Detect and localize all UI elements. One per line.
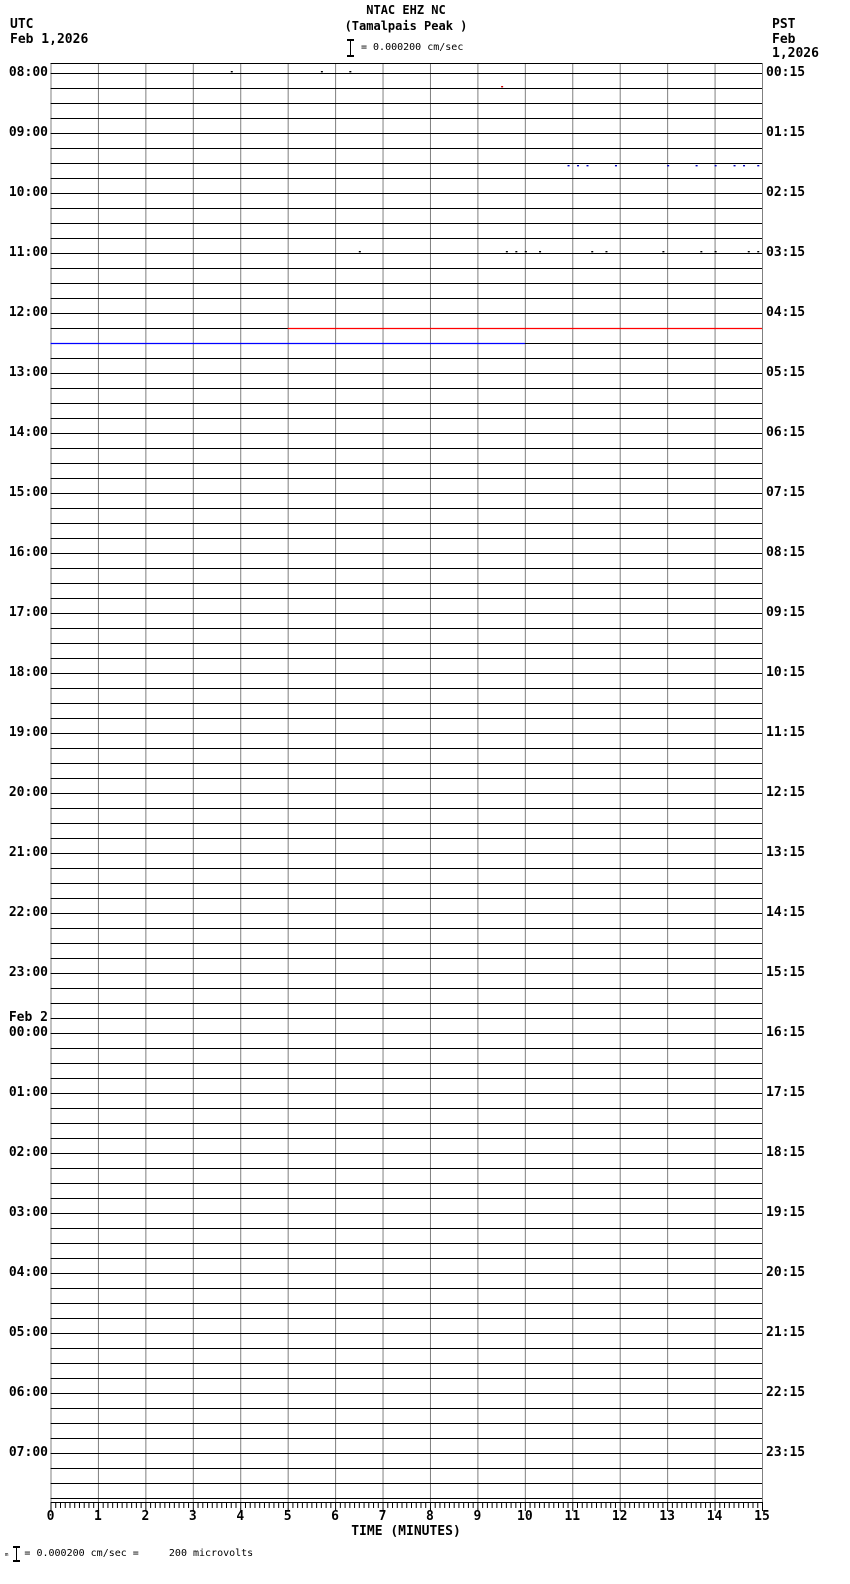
amplitude-scale-text: = 0.000200 cm/sec bbox=[361, 42, 464, 53]
pst-hour-label: 08:15 bbox=[766, 545, 806, 560]
pst-hour-label: 02:15 bbox=[766, 185, 806, 200]
pst-hour-label: 15:15 bbox=[766, 965, 806, 980]
utc-hour-label: 22:00 bbox=[8, 905, 48, 920]
utc-hour-label: 03:00 bbox=[8, 1205, 48, 1220]
pst-hour-label: 21:15 bbox=[766, 1325, 806, 1340]
pst-hour-label: 01:15 bbox=[766, 125, 806, 140]
pst-hour-label: 11:15 bbox=[766, 725, 806, 740]
footer-scale-text: = 0.000200 cm/sec = 200 microvolts bbox=[24, 1548, 254, 1559]
pst-hour-label: 06:15 bbox=[766, 425, 806, 440]
date-left-label: Feb 1,2026 bbox=[10, 32, 89, 47]
svg-text:14: 14 bbox=[706, 1509, 723, 1524]
utc-hour-label: 08:00 bbox=[8, 65, 48, 80]
noise-specks bbox=[231, 71, 760, 252]
pst-hour-label: 07:15 bbox=[766, 485, 806, 500]
pst-hour-label: 22:15 bbox=[766, 1385, 806, 1400]
utc-hour-label: 01:00 bbox=[8, 1085, 48, 1100]
pst-hour-label: 23:15 bbox=[766, 1445, 806, 1460]
utc-hour-label: 12:00 bbox=[8, 305, 48, 320]
pst-hour-label: 17:15 bbox=[766, 1085, 806, 1100]
svg-text:0: 0 bbox=[46, 1509, 55, 1524]
svg-text:9: 9 bbox=[473, 1509, 482, 1524]
utc-hour-label: 15:00 bbox=[8, 485, 48, 500]
pst-hour-label: 12:15 bbox=[766, 785, 806, 800]
utc-hour-label: 02:00 bbox=[8, 1145, 48, 1160]
pst-hour-label: 13:15 bbox=[766, 845, 806, 860]
utc-hour-label: 09:00 bbox=[8, 125, 48, 140]
utc-hour-label: 13:00 bbox=[8, 365, 48, 380]
svg-text:7: 7 bbox=[378, 1509, 387, 1524]
pst-hour-label: 18:15 bbox=[766, 1145, 806, 1160]
pst-hour-label: 05:15 bbox=[766, 365, 806, 380]
date-right-label: Feb 1,2026 bbox=[772, 32, 819, 61]
utc-hour-label: 04:00 bbox=[8, 1265, 48, 1280]
pst-hour-label: 20:15 bbox=[766, 1265, 806, 1280]
event-segments bbox=[51, 329, 763, 344]
utc-hour-label: 23:00 bbox=[8, 965, 48, 980]
svg-text:13: 13 bbox=[659, 1509, 675, 1524]
pst-hour-label: 09:15 bbox=[766, 605, 806, 620]
pst-hour-label: 00:15 bbox=[766, 65, 806, 80]
svg-text:6: 6 bbox=[331, 1509, 340, 1524]
pst-hour-label: 19:15 bbox=[766, 1205, 806, 1220]
utc-hour-label: 17:00 bbox=[8, 605, 48, 620]
svg-text:4: 4 bbox=[236, 1509, 245, 1524]
pst-hour-label: 03:15 bbox=[766, 245, 806, 260]
utc-date-rollover-label: Feb 2 bbox=[8, 1010, 48, 1025]
grid-verticals bbox=[51, 63, 763, 1502]
page-subtitle: (Tamalpais Peak ) bbox=[344, 19, 468, 33]
utc-hour-label: 11:00 bbox=[8, 245, 48, 260]
svg-text:3: 3 bbox=[188, 1509, 197, 1524]
pst-hour-label: 04:15 bbox=[766, 305, 806, 320]
utc-hour-label: 16:00 bbox=[8, 545, 48, 560]
svg-text:15: 15 bbox=[754, 1509, 770, 1524]
timezone-left-label: UTC bbox=[10, 17, 34, 32]
utc-hour-label: 07:00 bbox=[8, 1445, 48, 1460]
utc-hour-label: 20:00 bbox=[8, 785, 48, 800]
pst-hour-label: 16:15 bbox=[766, 1025, 806, 1040]
svg-text:11: 11 bbox=[564, 1509, 581, 1524]
pst-hour-label: 14:15 bbox=[766, 905, 806, 920]
svg-text:8: 8 bbox=[426, 1509, 434, 1524]
utc-hour-label: 00:00 bbox=[8, 1025, 48, 1040]
trace-lines bbox=[51, 74, 763, 1499]
svg-text:12: 12 bbox=[611, 1509, 628, 1524]
svg-text:5: 5 bbox=[283, 1509, 292, 1524]
page-title: NTAC EHZ NC bbox=[366, 3, 446, 17]
utc-hour-label: 05:00 bbox=[8, 1325, 48, 1340]
pst-hour-label: 10:15 bbox=[766, 665, 806, 680]
svg-text:2: 2 bbox=[141, 1509, 150, 1524]
utc-hour-label: 14:00 bbox=[8, 425, 48, 440]
x-axis bbox=[51, 1502, 763, 1511]
x-tick-labels bbox=[47, 1509, 770, 1524]
x-axis-label: TIME (MINUTES) bbox=[351, 1524, 461, 1539]
amplitude-scale-footer bbox=[4, 1546, 253, 1562]
utc-hour-label: 21:00 bbox=[8, 845, 48, 860]
timezone-right-label: PST bbox=[772, 17, 796, 32]
utc-hour-label: 10:00 bbox=[8, 185, 48, 200]
utc-hour-label: 19:00 bbox=[8, 725, 48, 740]
amplitude-glyph: ₘ bbox=[4, 1549, 10, 1559]
svg-text:1: 1 bbox=[94, 1509, 102, 1524]
svg-text:10: 10 bbox=[517, 1509, 533, 1524]
utc-hour-label: 18:00 bbox=[8, 665, 48, 680]
utc-hour-label: 06:00 bbox=[8, 1385, 48, 1400]
amplitude-bar-icon bbox=[13, 1546, 20, 1562]
